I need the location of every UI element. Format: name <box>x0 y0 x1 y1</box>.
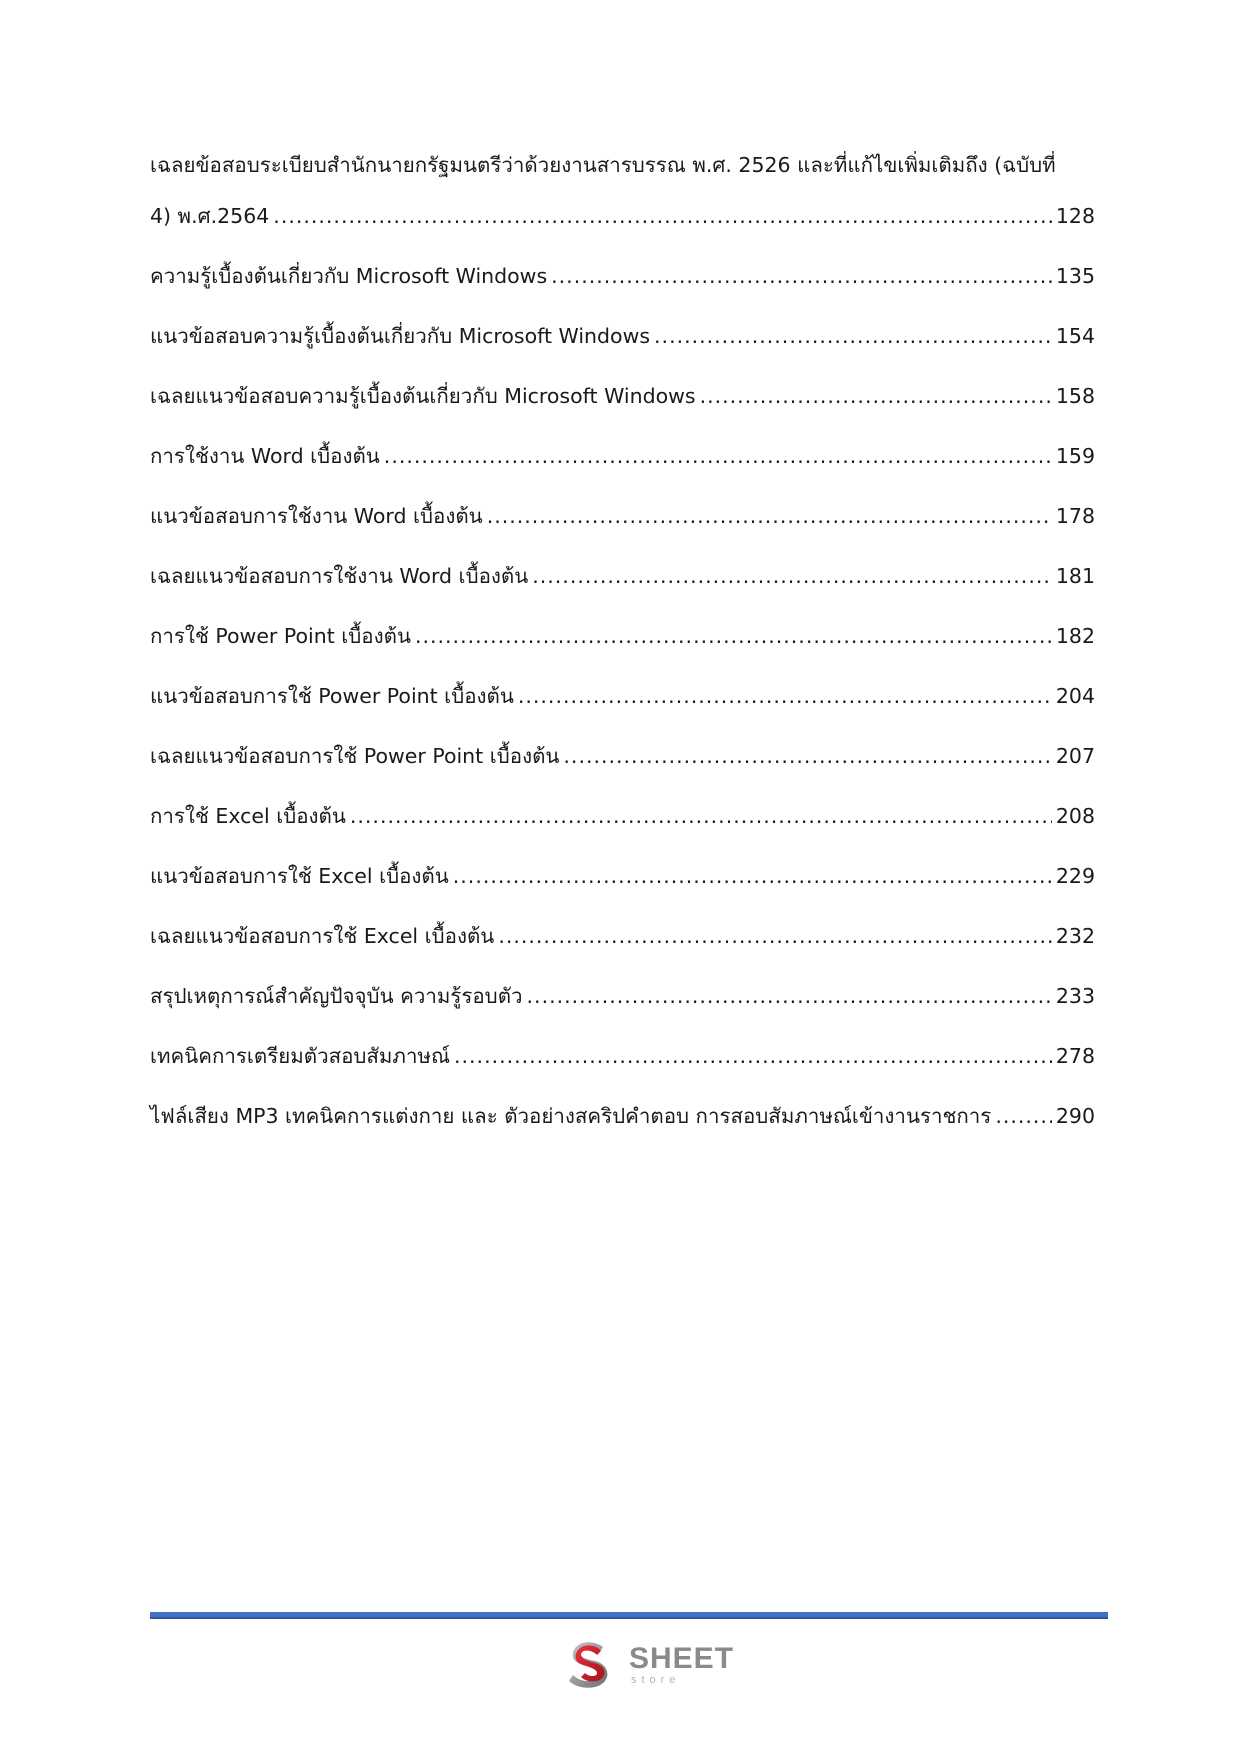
toc-entry-page: 290 <box>1055 1104 1095 1128</box>
dot-leader <box>527 983 1052 1009</box>
toc-entry-page: 128 <box>1055 204 1095 228</box>
toc-entry-title: การใช้ Power Point เบื้องต้น <box>150 624 411 648</box>
toc-entry-page: 181 <box>1055 564 1095 588</box>
toc-entry[interactable] <box>150 863 1095 889</box>
toc-entry-page: 208 <box>1055 804 1095 828</box>
toc-entry-title: สรุปเหตุการณ์สำคัญปัจจุบัน ความรู้รอบตัว <box>150 984 523 1008</box>
dot-leader <box>453 863 1052 889</box>
toc-entry-page: 178 <box>1055 504 1095 528</box>
toc-entry[interactable] <box>150 803 1095 829</box>
dot-leader <box>415 623 1052 649</box>
toc-entry-title: แนวข้อสอบความรู้เบื้องต้นเกี่ยวกับ Microsoft Windows <box>150 324 651 348</box>
toc-entry-page: 154 <box>1055 324 1095 348</box>
toc-entry[interactable] <box>150 263 1095 289</box>
toc-entry[interactable] <box>150 923 1095 949</box>
toc-entry-title: เฉลยแนวข้อสอบการใช้งาน Word เบื้องต้น <box>150 564 529 588</box>
dot-leader <box>454 1043 1052 1069</box>
toc-entry-title: เฉลยแนวข้อสอบความรู้เบื้องต้นเกี่ยวกับ Microsoft Windows <box>150 384 696 408</box>
toc-entry-title: 4) พ.ศ.2564 <box>150 204 270 228</box>
toc-entry-title: เฉลยแนวข้อสอบการใช้ Excel เบื้องต้น <box>150 924 495 948</box>
toc-entry-title: เทคนิคการเตรียมตัวสอบสัมภาษณ์ <box>150 1044 450 1068</box>
dot-leader <box>995 1103 1052 1129</box>
dot-leader <box>551 263 1052 289</box>
toc-entry-page: 182 <box>1055 624 1095 648</box>
toc-entry[interactable] <box>150 563 1095 589</box>
toc-entry-page: 135 <box>1055 264 1095 288</box>
toc-entry[interactable] <box>150 623 1095 649</box>
dot-leader <box>700 383 1052 409</box>
toc-entry[interactable] <box>150 443 1095 469</box>
logo-subword: store <box>631 1674 681 1686</box>
toc-entry-title: แนวข้อสอบการใช้งาน Word เบื้องต้น <box>150 504 483 528</box>
toc-entry-title: การใช้ Excel เบื้องต้น <box>150 804 346 828</box>
toc-entry[interactable] <box>150 503 1095 529</box>
table-of-contents <box>150 152 1095 1163</box>
dot-leader <box>532 563 1052 589</box>
toc-entry[interactable] <box>150 323 1095 349</box>
dot-leader <box>350 803 1052 829</box>
footer-divider <box>150 1612 1108 1619</box>
dot-leader <box>487 503 1052 529</box>
dot-leader <box>273 203 1052 229</box>
dot-leader <box>563 743 1051 769</box>
sheet-store-logo-icon <box>563 1637 615 1693</box>
toc-entry-page: 229 <box>1055 864 1095 888</box>
toc-entry[interactable] <box>150 743 1095 769</box>
toc-entry-page: 159 <box>1055 444 1095 468</box>
toc-entry-page: 278 <box>1055 1044 1095 1068</box>
toc-entry-title: ความรู้เบื้องต้นเกี่ยวกับ Microsoft Windows <box>150 264 548 288</box>
toc-entry-title: เฉลยแนวข้อสอบการใช้ Power Point เบื้องต้น <box>150 744 560 768</box>
toc-entry[interactable] <box>150 1103 1095 1129</box>
dot-leader <box>384 443 1052 469</box>
toc-entry-page: 232 <box>1055 924 1095 948</box>
toc-entry-page: 233 <box>1055 984 1095 1008</box>
toc-entry-page: 204 <box>1055 684 1095 708</box>
toc-entry-page: 207 <box>1055 744 1095 768</box>
toc-entry-title: ไฟล์เสียง MP3 เทคนิคการแต่งกาย และ ตัวอย่างสคริปคำตอบ การสอบสัมภาษณ์เข้างานราชการ <box>150 1104 992 1128</box>
toc-entry-title: การใช้งาน Word เบื้องต้น <box>150 444 380 468</box>
toc-entry-title: แนวข้อสอบการใช้ Excel เบื้องต้น <box>150 864 449 888</box>
dot-leader <box>518 683 1052 709</box>
toc-entry[interactable] <box>150 383 1095 409</box>
dot-leader <box>498 923 1052 949</box>
toc-entry-page: 158 <box>1055 384 1095 408</box>
logo-wordmark <box>629 1644 734 1686</box>
toc-entry-title: แนวข้อสอบการใช้ Power Point เบื้องต้น <box>150 684 514 708</box>
toc-entry[interactable] <box>150 152 1095 229</box>
toc-entry[interactable] <box>150 983 1095 1009</box>
logo-word: SHEET <box>629 1642 735 1675</box>
toc-entry-title-line1: เฉลยข้อสอบระเบียบสำนักนายกรัฐมนตรีว่าด้วยงานสารบรรณ พ.ศ. 2526 และที่แก้ไขเพิ่มเติมถึง (ฉบับที่ <box>150 153 1056 177</box>
toc-entry[interactable] <box>150 1043 1095 1069</box>
dot-leader <box>654 323 1052 349</box>
toc-entry[interactable] <box>150 683 1095 709</box>
sheet-store-logo <box>563 1635 733 1695</box>
